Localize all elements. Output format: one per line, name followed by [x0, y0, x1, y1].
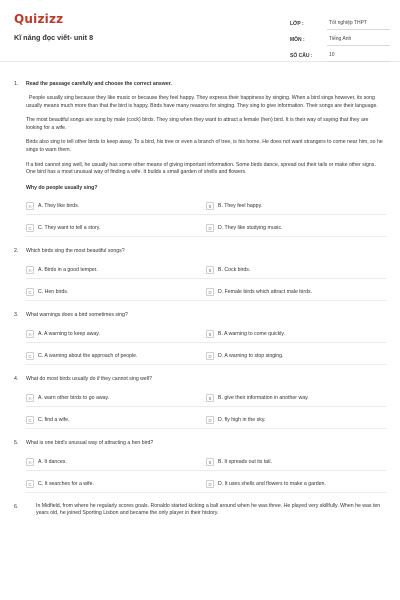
option-letter-box: C — [26, 416, 34, 424]
option-text: C. They want to tell a story. — [38, 225, 101, 232]
option-c[interactable] — [26, 477, 206, 493]
option-a[interactable] — [26, 455, 206, 471]
meta-subject-label: MÔN : — [290, 37, 305, 43]
passage-paragraph: People usually sing because they like music or because they feel happy. They express their happiness by singing. When a bird sings however, its song usually means much more than that the bird is happy. Birds have many reasons for singing. They sing to give information. Their songs are their language. — [26, 95, 378, 109]
option-letter-box: B — [206, 202, 214, 210]
meta-class-label: LỚP : — [290, 21, 304, 27]
option-b[interactable] — [206, 199, 386, 215]
option-text: B. give their information in another way. — [218, 395, 309, 402]
question-number: 6. — [14, 503, 19, 510]
question-body — [26, 375, 386, 429]
option-b[interactable] — [206, 391, 386, 407]
question-number: 3. — [14, 311, 19, 318]
question-body — [26, 247, 386, 301]
option-text: C. Hen birds. — [38, 289, 69, 296]
option-d[interactable] — [206, 477, 386, 493]
option-text: D. They like studying music. — [218, 225, 283, 232]
quizizz-logo: Quizizz — [14, 12, 64, 26]
option-text: D. Female birds which attract male birds. — [218, 289, 312, 296]
option-text: C. It searches for a wife. — [38, 481, 94, 488]
question-body — [26, 439, 386, 493]
option-c[interactable] — [26, 221, 206, 237]
meta-count-value: 10 — [327, 52, 390, 62]
option-text: B. They feel happy. — [218, 203, 263, 210]
question-stem: What warnings does a bird sometimes sing? — [26, 311, 128, 318]
option-text: D. fly high in the sky. — [218, 417, 266, 424]
question-stem: In Midfield, from where he regularly scores goals. Ronaldo started kicking a ball around when he was three. He played very skillfully. When he was ten years old, he joined Sporting Lisbon and became the only player in their history. — [36, 502, 381, 517]
option-a[interactable] — [26, 263, 206, 279]
option-b[interactable] — [206, 455, 386, 471]
question-body — [36, 503, 386, 518]
question-1 — [14, 80, 386, 237]
option-letter-box: D — [206, 480, 214, 488]
question-number: 5. — [14, 439, 19, 446]
answer-options — [26, 263, 386, 301]
option-a[interactable] — [26, 327, 206, 343]
option-letter-box: B — [206, 330, 214, 338]
meta-subject-row — [290, 30, 390, 46]
option-b[interactable] — [206, 327, 386, 343]
option-letter-box: C — [26, 224, 34, 232]
option-letter-box: A — [26, 266, 34, 274]
option-letter-box: A — [26, 458, 34, 466]
question-body — [26, 311, 386, 365]
option-a[interactable] — [26, 199, 206, 215]
option-letter-box: C — [26, 480, 34, 488]
option-letter-box: D — [206, 288, 214, 296]
option-text: A. It dances. — [38, 459, 67, 466]
question-stem: What do most birds usually do if they cannot sing well? — [26, 375, 153, 382]
option-text: B. It spreads out its tail. — [218, 459, 272, 466]
question-2 — [14, 247, 386, 301]
meta-count-label: SỐ CÂU : — [290, 53, 313, 59]
option-text: C. find a wife. — [38, 417, 70, 424]
question-number: 4. — [14, 375, 19, 382]
question-number: 2. — [14, 247, 19, 254]
answer-options — [26, 391, 386, 429]
option-letter-box: D — [206, 224, 214, 232]
question-instruction: Read the passage carefully and choose the correct answer. — [26, 81, 172, 87]
option-d[interactable] — [206, 413, 386, 429]
option-letter-box: C — [26, 352, 34, 360]
question-body — [26, 80, 386, 237]
option-c[interactable] — [26, 285, 206, 301]
option-letter-box: C — [26, 288, 34, 296]
option-text: A. A warning to keep away. — [38, 331, 100, 338]
option-letter-box: B — [206, 394, 214, 402]
option-text: D. A warning to stop singing. — [218, 353, 284, 360]
option-letter-box: A — [26, 330, 34, 338]
option-d[interactable] — [206, 221, 386, 237]
worksheet-title: Kĩ năng đọc viết- unit 8 — [14, 33, 94, 42]
passage-paragraph: Birds also sing to tell other birds to keep away. To a bird, his tree or even a branch of tree, is his home. He does not want strangers to come near him, so he sings to warn them. — [26, 139, 383, 153]
option-text: B. A warning to come quickly. — [218, 331, 286, 338]
worksheet-content — [0, 62, 400, 518]
option-letter-box: D — [206, 352, 214, 360]
option-text: D. It uses shells and flowers to make a garden. — [218, 481, 326, 488]
meta-count-row — [290, 46, 390, 62]
question-5 — [14, 439, 386, 493]
option-letter-box: A — [26, 202, 34, 210]
option-b[interactable] — [206, 263, 386, 279]
question-stem: What is one bird's unusual way of attracting a hen bird? — [26, 439, 154, 446]
answer-options — [26, 199, 386, 237]
option-c[interactable] — [26, 413, 206, 429]
question-4 — [14, 375, 386, 429]
option-letter-box: B — [206, 266, 214, 274]
option-c[interactable] — [26, 349, 206, 365]
worksheet-meta — [290, 14, 390, 62]
answer-options — [26, 327, 386, 365]
answer-options — [26, 455, 386, 493]
question-stem: Which birds sing the most beautiful songs? — [26, 247, 125, 254]
meta-class-row — [290, 14, 390, 30]
question-3 — [14, 311, 386, 365]
option-d[interactable] — [206, 349, 386, 365]
meta-class-value: Tốt nghiệp THPT — [327, 20, 390, 30]
option-a[interactable] — [26, 391, 206, 407]
option-text: A. warn other birds to go away. — [38, 395, 110, 402]
meta-subject-value: Tiếng Anh — [327, 36, 390, 46]
worksheet-header — [0, 0, 400, 62]
passage-paragraph: If a bird cannot sing well, he usually has some other means of giving important information. Some birds dance, spread out their tails or make other signs. One bird has a most unusual way of finding a wife. It builds a small garden of shells and flowers. — [26, 161, 376, 176]
option-text: B. Cock birds. — [218, 267, 251, 274]
option-text: C. A warning about the approach of people. — [38, 353, 138, 360]
option-text: A. Birds in a good temper. — [38, 267, 98, 274]
option-d[interactable] — [206, 285, 386, 301]
question-stem: Why do people usually sing? — [26, 184, 98, 191]
option-letter-box: A — [26, 394, 34, 402]
option-letter-box: B — [206, 458, 214, 466]
passage-paragraph: The most beautiful songs are sung by male (cock) birds. They sing when they want to attract a female (hen) bird. It is their way of saying that they are looking for a wife. — [26, 117, 369, 131]
option-text: A. They like birds. — [38, 203, 80, 210]
question-number: 1. — [14, 81, 19, 87]
question-6 — [14, 503, 386, 518]
reading-passage — [26, 95, 386, 177]
option-letter-box: D — [206, 416, 214, 424]
